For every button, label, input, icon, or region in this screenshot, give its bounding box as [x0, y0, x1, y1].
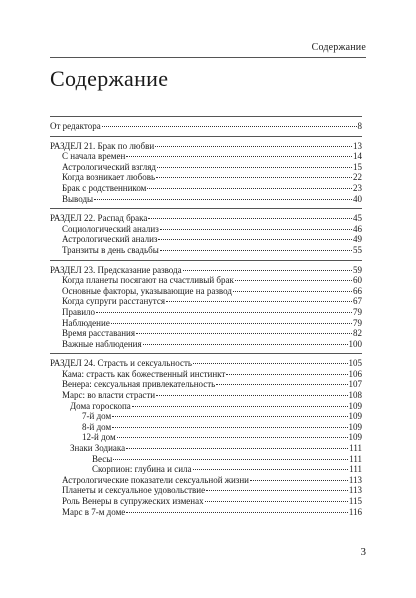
running-header: Содержание: [311, 42, 366, 53]
toc-entry: [50, 339, 362, 350]
toc-entry: [50, 224, 362, 235]
toc-entry-page: 15: [353, 161, 362, 172]
toc-entry: [50, 485, 362, 496]
dot-leader: [233, 291, 352, 292]
toc-entry-page: 67: [353, 296, 362, 307]
toc-entry: [50, 432, 362, 443]
toc-entry-page: 22: [353, 172, 362, 183]
toc-entry: [50, 162, 362, 173]
dot-leader: [160, 250, 352, 251]
toc-entry-page: 55: [353, 244, 362, 255]
toc-entry-title: Важные наблюдения: [62, 338, 142, 349]
toc-entry: [50, 369, 362, 380]
toc-entry-page: 40: [353, 193, 362, 204]
dot-leader: [96, 312, 352, 313]
toc-entry-page: 111: [349, 453, 362, 464]
dot-leader: [183, 270, 352, 271]
toc-entry: [50, 194, 362, 205]
toc-section-heading: [50, 265, 362, 276]
toc-entry-title: Брак с родственником: [62, 182, 147, 193]
toc-entry-page: 23: [353, 182, 362, 193]
toc-entry-title: Марс: во власти страсти: [62, 390, 156, 401]
dot-leader: [147, 188, 352, 189]
toc-entry-title: Выводы: [62, 193, 94, 204]
toc-entry-title: Скорпион: глубина и сила: [92, 464, 192, 475]
toc-section: [50, 260, 362, 354]
dot-leader: [250, 480, 348, 481]
toc-entry: [50, 318, 362, 329]
toc-entry-page: 8: [357, 121, 362, 131]
header-rule: [50, 57, 366, 58]
toc-entry-page: 105: [348, 358, 362, 369]
toc-entry-title: 7-й дом: [82, 411, 112, 422]
toc-entry-title: 8-й дом: [82, 421, 112, 432]
toc-entry-title: Дома гороскопа: [70, 400, 131, 411]
toc-entry: [50, 443, 362, 454]
toc-entry-page: 100: [348, 338, 362, 349]
toc-entry-title: Когда возникает любовь: [62, 172, 156, 183]
dot-leader: [160, 229, 352, 230]
dot-leader: [156, 395, 347, 396]
dot-leader: [126, 156, 352, 157]
toc-section: [50, 136, 362, 209]
toc-entry-title: РАЗДЕЛ 22. Распад брака: [50, 213, 148, 224]
toc-entry: [50, 475, 362, 486]
toc-entry-title: РАЗДЕЛ 24. Страсть и сексуальность: [50, 358, 192, 369]
toc-entry-page: 79: [353, 317, 362, 328]
dot-leader: [143, 344, 348, 345]
dot-leader: [132, 406, 348, 407]
dot-leader: [112, 416, 347, 417]
toc-entry: [50, 234, 362, 245]
toc-entry-page: 82: [353, 328, 362, 339]
dot-leader: [148, 218, 352, 219]
dot-leader: [126, 448, 348, 449]
toc-entry: [50, 286, 362, 297]
toc-section-heading: [50, 358, 362, 369]
toc-entry: [50, 245, 362, 256]
toc-entry-page: 109: [348, 432, 362, 443]
toc-entry-page: 49: [353, 234, 362, 245]
toc-entry-title: Когда планеты посягают на счастливый брак: [62, 275, 234, 286]
toc-entry-page: 113: [348, 474, 362, 485]
toc-section-heading: [50, 213, 362, 224]
toc-section-heading: [50, 121, 362, 132]
toc-entry: [50, 379, 362, 390]
dot-leader: [156, 177, 352, 178]
toc-section: [50, 116, 362, 136]
toc-entry-title: Кама: страсть как божественный инстинкт: [62, 368, 226, 379]
toc-entry-page: 113: [348, 485, 362, 496]
toc-section: [50, 353, 362, 521]
dot-leader: [235, 280, 352, 281]
dot-leader: [102, 126, 357, 127]
dot-leader: [193, 363, 348, 364]
toc-entry: [50, 172, 362, 183]
toc-entry-page: 79: [353, 306, 362, 317]
dot-leader: [113, 459, 348, 460]
toc-entry: [50, 390, 362, 401]
dot-leader: [205, 501, 348, 502]
toc-entry-page: 46: [353, 223, 362, 234]
toc-entry: [50, 328, 362, 339]
dot-leader: [157, 167, 352, 168]
page-number: 3: [360, 546, 366, 558]
toc-entry-page: 109: [348, 400, 362, 411]
toc-entry-page: 14: [353, 151, 362, 162]
toc-entry-title: Роль Венеры в супружеских изменах: [62, 496, 204, 506]
dot-leader: [166, 301, 352, 302]
toc-entry-title: РАЗДЕЛ 23. Предсказание развода: [50, 264, 182, 275]
dot-leader: [226, 374, 347, 375]
toc-entry-title: От редактора: [50, 121, 101, 131]
dot-leader: [94, 199, 352, 200]
toc-entry: [50, 464, 362, 475]
toc-entry-page: 109: [348, 421, 362, 432]
toc-entry: [50, 307, 362, 318]
toc-entry: [50, 454, 362, 465]
dot-leader: [117, 437, 348, 438]
toc-entry-page: 13: [353, 140, 362, 151]
toc-entry-title: Социологический анализ: [62, 223, 159, 234]
toc-entry-page: 109: [348, 411, 362, 422]
dot-leader: [111, 323, 352, 324]
toc-entry-title: Правило: [62, 306, 96, 317]
dot-leader: [126, 512, 348, 513]
toc-entry: [50, 401, 362, 412]
dot-leader: [158, 239, 352, 240]
toc-entry-title: Время расставания: [62, 328, 136, 339]
dot-leader: [206, 490, 348, 491]
toc-entry-title: Когда супруги расстанутся: [62, 296, 165, 307]
toc-entry-page: 66: [353, 285, 362, 296]
toc-entry-title: С начала времен: [62, 151, 126, 162]
toc-entry-title: Астрологические показатели сексуальной жизни: [62, 474, 249, 485]
toc-entry: [50, 275, 362, 286]
toc-entry-page: 60: [353, 275, 362, 286]
toc-entry-title: Астрологический анализ: [62, 234, 158, 245]
dot-leader: [193, 469, 349, 470]
toc-entry-page: 107: [348, 379, 362, 390]
toc-section: [50, 208, 362, 259]
toc-entry-title: Астрологический взгляд: [62, 161, 156, 172]
table-of-contents: [50, 116, 362, 521]
toc-entry: [50, 422, 362, 433]
toc-entry-title: Марс в 7-м доме: [62, 506, 126, 517]
toc-section-heading: [50, 141, 362, 152]
toc-entry: [50, 183, 362, 194]
toc-entry: [50, 507, 362, 518]
toc-entry-title: 12-й дом: [82, 432, 116, 443]
toc-entry-title: Венера: сексуальная привлекательность: [62, 379, 216, 390]
toc-entry-page: 116: [348, 506, 362, 517]
toc-entry-page: 108: [348, 390, 362, 401]
page-title: Содержание: [50, 66, 169, 91]
toc-entry-page: 111: [349, 464, 362, 475]
toc-entry-title: Знаки Зодиака: [70, 443, 126, 454]
toc-entry-page: 59: [353, 264, 362, 275]
toc-entry-title: Транзиты в день свадьбы: [62, 244, 159, 255]
toc-entry: [50, 411, 362, 422]
toc-entry-page: 115: [348, 496, 362, 506]
toc-entry-title: РАЗДЕЛ 21. Брак по любви: [50, 140, 155, 151]
toc-entry-page: 111: [349, 443, 362, 454]
toc-entry: [50, 496, 362, 507]
toc-entry: [50, 151, 362, 162]
dot-leader: [155, 146, 352, 147]
dot-leader: [136, 333, 352, 334]
toc-entry-title: Весы: [92, 453, 113, 464]
toc-entry: [50, 296, 362, 307]
toc-entry-title: Наблюдение: [62, 317, 110, 328]
toc-entry-title: Планеты и сексуальное удовольствие: [62, 485, 206, 496]
dot-leader: [112, 427, 347, 428]
toc-entry-title: Основные факторы, указывающие на развод: [62, 285, 232, 296]
dot-leader: [216, 384, 347, 385]
toc-entry-page: 106: [348, 368, 362, 379]
toc-entry-page: 45: [353, 213, 362, 224]
